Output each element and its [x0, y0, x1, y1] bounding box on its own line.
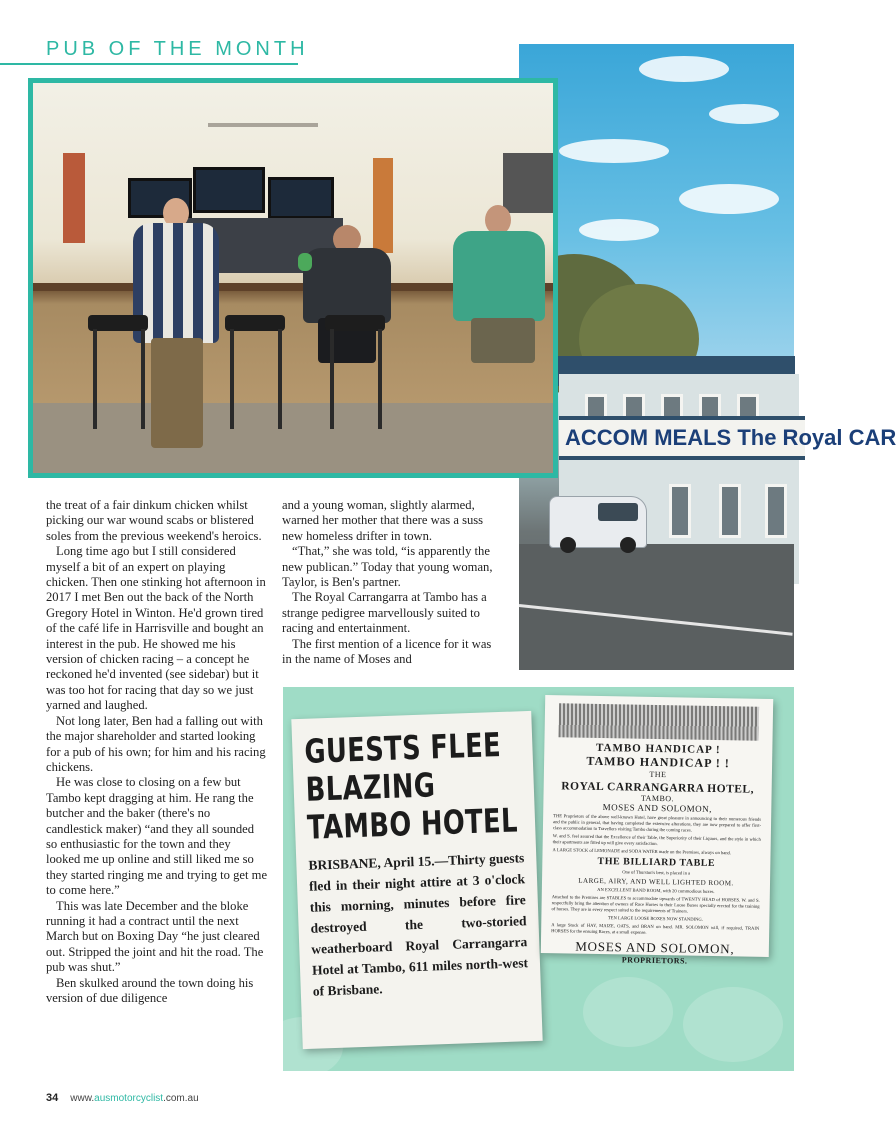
ad-fine-print: A large Stock of HAY, MAIZE, OATS, and BRAN on hand. MR. SOLOMON will, if required, TRAIN HORSES for the ensuing Races, at a small expense. — [551, 922, 760, 935]
cloud — [559, 139, 669, 163]
paragraph: The Royal Carrangarra at Tambo has a strange pedigree marvellously suited to racing and entertainment. — [282, 590, 487, 636]
cloud — [579, 219, 659, 241]
ceiling-fan — [208, 123, 318, 127]
paragraph: Ben skulked around the town doing his version of due diligence — [46, 975, 254, 1005]
hotel-window — [719, 484, 741, 538]
hotel-window — [669, 484, 691, 538]
paragraph: The first mention of a licence for it was in the name of Moses and — [282, 636, 492, 667]
ad-fine-print: TEN LARGE LOOSE BOXES NOW STANDING. — [607, 915, 703, 922]
van-wheel — [560, 537, 576, 553]
ad-fine-print: One of Thurston's best, is placed in a — [622, 869, 691, 876]
news-clipping — [291, 711, 542, 1049]
ad-line: THE — [649, 769, 667, 780]
ad-line: TAMBO HANDICAP ! ! — [586, 753, 730, 771]
paragraph: Not long later, Ben had a falling out with the major shareholder and started looking for a pub of his own; for him and his racing chickens. — [46, 713, 266, 774]
cloud — [639, 56, 729, 82]
bar-stool — [88, 315, 148, 331]
section-title: PUB OF THE MONTH — [46, 38, 309, 60]
ad-line: ROYAL CARRANGARRA HOTEL, — [561, 780, 755, 796]
patron-green-shirt — [453, 231, 545, 321]
wall-posters — [373, 158, 393, 253]
hotel-sign: ACCOM MEALS The Royal CAR — [559, 416, 805, 460]
newspaper-clippings-panel — [283, 687, 794, 1071]
paragraph: and a young woman, slightly alarmed, warned her mother that there was a suss new homeless drifter in town. — [282, 498, 484, 543]
paragraph: the treat of a fair dinkum chicken whilst picking our war wound scabs or blistered soles from the previous weekend's heroics. — [46, 498, 262, 543]
paragraph: He was close to closing on a few but Tambo kept dragging at him. He rang the butcher and the baker (there's no candlestick maker) “and they all sounded so enthusiastic for the town and they looked me up online and still liked me so they started ringing me and trying to get me to come here.” — [46, 775, 268, 898]
cloud — [709, 104, 779, 124]
patron-shorts — [471, 318, 535, 363]
ad-fine-print: Attached to the Premises are STABLES to accommodate upwards of TWENTY HEAD of HORSES. W. and S. respectfully bring the attention of owners of Race Horses to their Loose Boxes specially erected for the training of horses. They are in every respect suited to the requirements of Trainers. — [551, 894, 760, 914]
article-column-1 — [46, 498, 268, 1006]
ad-line: MOSES AND SOLOMON, — [602, 802, 713, 814]
hotel-advertisement-clipping — [541, 695, 773, 966]
wall-posters — [63, 153, 85, 243]
clipping-headline-line: GUESTS FLEE — [303, 724, 502, 771]
section-rule — [0, 63, 298, 65]
clipping-headline-line: BLAZING — [305, 765, 436, 809]
bar-stool — [325, 315, 385, 331]
ad-line: PROPRIETORS. — [621, 955, 688, 966]
background-patron — [298, 253, 312, 271]
ad-fine-print: A LARGE STOCK of LEMONADE and SODA WATER made on the Premises, always on hand. — [552, 847, 732, 856]
stool-leg — [230, 329, 234, 429]
chicken-illustration — [683, 987, 783, 1062]
tv-screen — [193, 167, 265, 213]
road — [519, 544, 794, 670]
ad-line: MOSES AND SOLOMON, — [575, 938, 735, 957]
wall-picture — [503, 153, 553, 213]
ad-fine-print: AN EXCELLENT BAND ROOM, with 20 commodious boxes. — [597, 886, 715, 895]
ad-line: TAMBO HANDICAP ! — [595, 741, 721, 757]
paragraph: “That,” she was told, “is apparently the new publican.” Today that young woman, Taylor, is Ben's partner. — [282, 544, 493, 590]
hotel-window — [765, 484, 787, 538]
ad-line: LARGE, AIRY, AND WELL LIGHTED ROOM. — [578, 876, 734, 888]
stool-leg — [93, 329, 97, 429]
clipping-headline-line: TAMBO HOTEL — [306, 800, 519, 847]
stool-leg — [330, 329, 334, 429]
pub-interior-photo — [28, 78, 558, 478]
ad-fine-print: W. and S. feel assured that the Excellence of their Table, the Superiority of their Liquors, and the style in which their apartments are fitted up will give every satisfaction. — [552, 833, 761, 847]
footer-url-suffix: .com.au — [163, 1093, 199, 1104]
chicken-illustration — [583, 977, 673, 1047]
bar-floor — [33, 403, 553, 473]
page-footer — [46, 1092, 199, 1104]
stool-leg — [278, 329, 282, 429]
footer-url-prefix: www. — [70, 1093, 95, 1104]
patron-dark-shirt — [303, 248, 391, 323]
footer-url-domain: ausmotorcyclist — [94, 1093, 164, 1104]
horse-race-engraving — [559, 703, 760, 740]
paragraph: This was late December and the bloke running it had a contract until the next March but on Boxing Day “he just cleared out. Stripped the joint and hit the road. The pub was shut.” — [46, 898, 264, 975]
article-column-2 — [282, 498, 504, 667]
van-wheel — [620, 537, 636, 553]
van-window — [598, 503, 638, 521]
ad-line: THE BILLIARD TABLE — [597, 855, 716, 870]
page-number: 34 — [46, 1092, 59, 1104]
ad-line: TAMBO. — [640, 793, 675, 804]
bar-stool — [225, 315, 285, 331]
cloud — [679, 184, 779, 214]
clipping-story: BRISBANE, April 15.—Thirty guests fled in their night attire at 3 o'clock this morning, minutes before fire destroyed the two-storied weatherboard Royal Carrangarra Hotel at Tambo, 611 miles north-west of Brisbane. — [308, 850, 529, 999]
paragraph: Long time ago but I still considered myself a bit of an expert on playing chicken. Then one stinking hot afternoon in 2017 I met Ben out the back of the North Gregory Hotel in Winton. He'd grown tired of the café life in Harrisville and bought an interest in the pub. He showed me his version of chicken racing – a concept he reckoned he'd invented (see sidebar) but it was too hot for racing that day so we just yarned and laughed. — [46, 544, 266, 713]
parked-van — [549, 496, 647, 548]
stool-leg — [141, 329, 145, 429]
patron-trousers — [151, 338, 203, 448]
ad-fine-print: THE Proprietors of the above well-known Hotel, have great pleasure in announcing to their numerous friends and the public in general, that having completed the extensive alterations, they are now prepared to offer first-class accommodation to Travellers visiting Tambo during the coming races. — [552, 813, 762, 833]
tv-screen — [268, 177, 334, 219]
stool-leg — [378, 329, 382, 429]
hotel-exterior-photo — [519, 44, 896, 670]
